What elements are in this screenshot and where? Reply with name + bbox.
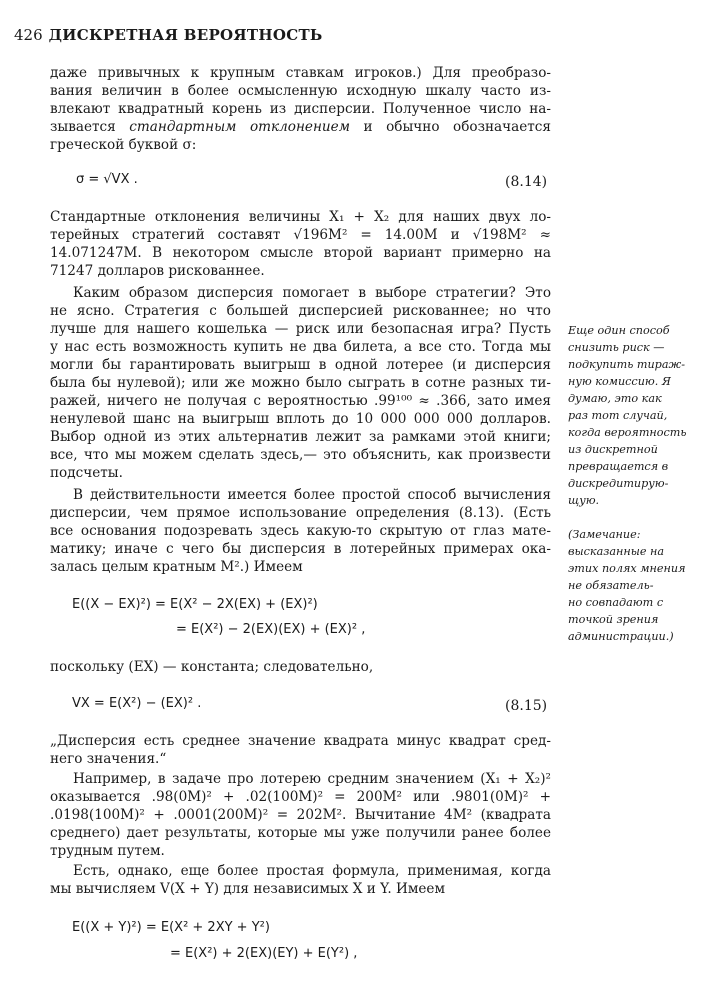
text-line: залась целым кратным M².) Имеем — [50, 559, 303, 575]
text-fragment: и обычно обозначается — [363, 119, 551, 135]
text-line: среднего) дает результаты, которые мы уже получили ранее более — [50, 825, 551, 841]
text-line — [50, 118, 551, 136]
text-line: поскольку (EX) — константа; следовательно, — [50, 659, 374, 675]
margin-note-line: не обязатель- — [568, 579, 654, 592]
margin-note-line: думаю, это как — [568, 392, 662, 405]
text-line: греческой буквой σ: — [50, 137, 197, 153]
equation-8-14: σ = √VX . — [76, 172, 138, 187]
margin-note-line: снизить риск — — [568, 341, 665, 354]
margin-note-line: из дискретной — [568, 443, 658, 456]
margin-note-line: подкупить тираж- — [568, 358, 686, 371]
text-line: Каким образом дисперсия помогает в выборе стратегии? Это — [73, 285, 551, 301]
text-line: могли бы гарантировать выигрыш в одной лотерее (и дисперсия — [50, 357, 551, 373]
text-line: В действительности имеется более простой способ вычисления — [73, 487, 551, 503]
page-number: 426 — [14, 26, 43, 44]
margin-note — [568, 526, 698, 645]
equation-line: = E(X²) + 2(EX)(EY) + E(Y²) , — [170, 946, 358, 961]
margin-note-line: точкой зрения — [568, 613, 659, 626]
margin-note-line: но совпадают с — [568, 596, 664, 609]
text-line: 71247 долларов рискованнее. — [50, 263, 265, 279]
text-line: трудным путем. — [50, 843, 165, 859]
margin-note-line: щую. — [568, 494, 600, 507]
text-line: все основания подозревать здесь какую-то скрытую от глаз мате- — [50, 523, 551, 539]
margin-note-line: (Замечание: — [568, 528, 641, 541]
text-line: подсчеты. — [50, 465, 123, 481]
text-line: ражей, ничего не получая с вероятностью .99¹⁰⁰ ≈ .366, зато имея — [50, 393, 551, 409]
text-line: не ясно. Стратегия с большей дисперсией рискованнее; но что — [50, 303, 551, 319]
text-line: была бы нулевой); или же можно было сыграть в сотне разных ти- — [50, 375, 551, 391]
equation-number: (8.15) — [505, 698, 548, 714]
text-line: вания величин в более осмысленную исходную шкалу часто из- — [50, 83, 551, 99]
equation-line: = E(X²) − 2(EX)(EX) + (EX)² , — [176, 622, 366, 637]
text-line: лучше для нашего кошелька — риск или безопасная игра? Пусть — [50, 321, 551, 337]
equation-8-15: VX = E(X²) − (EX)² . — [72, 696, 202, 711]
text-line: Например, в задаче про лотерею средним значением (X₁ + X₂)² — [73, 771, 551, 787]
equation-line: E((X + Y)²) = E(X² + 2XY + Y²) — [72, 920, 270, 935]
text-line: все, что мы можем сделать здесь,— это объяснить, как произвести — [50, 447, 551, 463]
equation-number: (8.14) — [505, 174, 548, 190]
text-line: .0198(100M)² + .0001(200M)² = 202M². Вычитание 4M² (квадрата — [50, 807, 551, 823]
text-line: „Дисперсия есть среднее значение квадрата минус квадрат сред- — [50, 733, 551, 749]
text-line: 14.071247M. В некотором смысле второй вариант примерно на — [50, 245, 551, 261]
text-line: ненулевой шанс на выигрыш вплоть до 10 000 000 000 долларов. — [50, 411, 551, 427]
running-header — [14, 26, 323, 44]
margin-note-line: ную комиссию. Я — [568, 375, 671, 388]
text-line: дисперсии, чем прямое использование определения (8.13). (Есть — [50, 505, 551, 521]
margin-note-line: высказанные на — [568, 545, 665, 558]
margin-note-line: Еще один способ — [568, 324, 670, 337]
text-line: терейных стратегий составят √196M² = 14.00M и √198M² ≈ — [50, 227, 551, 243]
margin-note — [568, 322, 698, 509]
text-line: мы вычисляем V(X + Y) для независимых X и Y. Имеем — [50, 881, 446, 897]
text-line: Выбор одной из этих альтернатив лежит за рамками этой книги; — [50, 429, 551, 445]
margin-note-line: раз тот случай, — [568, 409, 668, 422]
text-line: даже привычных к крупным ставкам игроков.) Для преобразо- — [50, 65, 551, 81]
text-line: влекают квадратный корень из дисперсии. Полученное число на- — [50, 101, 551, 117]
text-line: у нас есть возможность купить не два билета, а все сто. Тогда мы — [50, 339, 551, 355]
text-line: оказывается .98(0M)² + .02(100M)² = 200M² или .9801(0M)² + — [50, 789, 551, 805]
margin-note-line: превращается в — [568, 460, 669, 473]
emphasis-term: стандартным отклонением — [129, 119, 350, 135]
text-fragment: зывается — [50, 119, 116, 135]
margin-note-line: администрации.) — [568, 630, 674, 643]
text-line: Есть, однако, еще более простая формула, применимая, когда — [73, 863, 551, 879]
text-line: Стандартные отклонения величины X₁ + X₂ для наших двух ло- — [50, 209, 551, 225]
margin-note-line: дискредитирую- — [568, 477, 669, 490]
chapter-title: ДИСКРЕТНАЯ ВЕРОЯТНОСТЬ — [48, 26, 323, 44]
text-line: него значения.“ — [50, 751, 167, 767]
margin-note-line: этих полях мнения — [568, 562, 686, 575]
margin-note-line: когда вероятность — [568, 426, 687, 439]
equation-line: E((X − EX)²) = E(X² − 2X(EX) + (EX)²) — [72, 597, 318, 612]
text-line: матику; иначе с чего бы дисперсия в лотерейных примерах ока- — [50, 541, 551, 557]
